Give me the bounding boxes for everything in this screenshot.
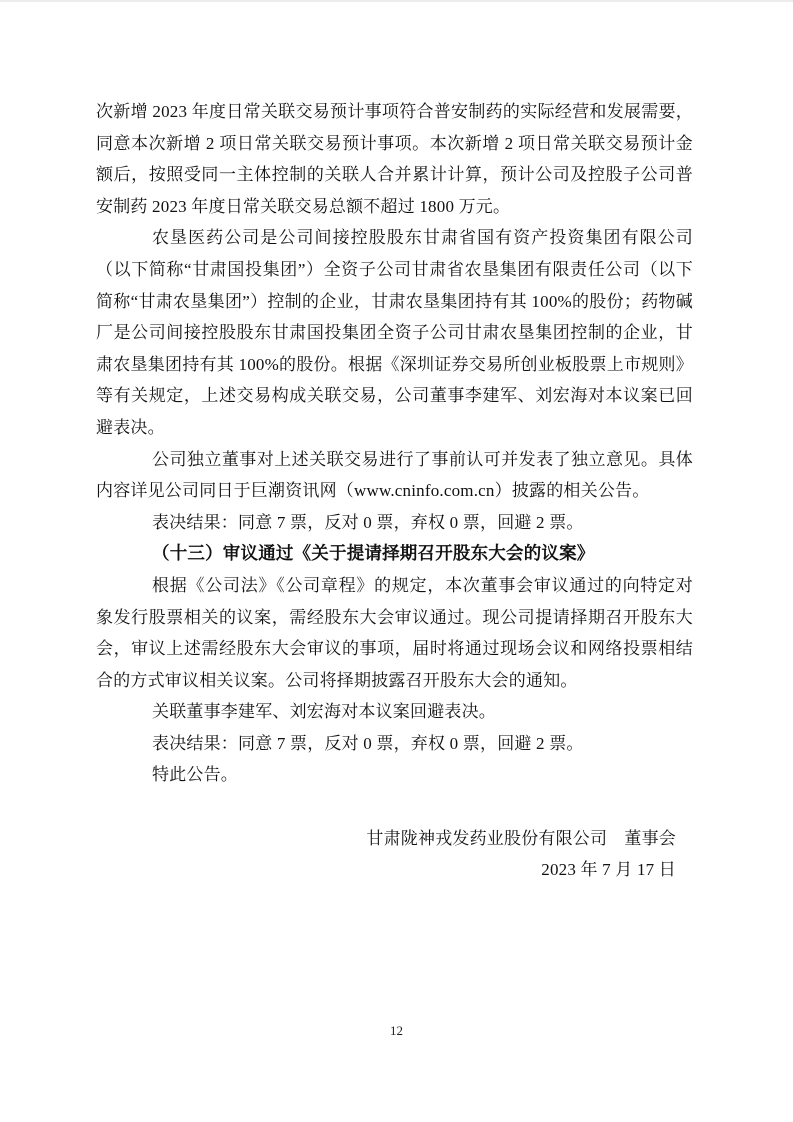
paragraph-nongken-relationship: 农垦医药公司是公司间接控股股东甘肃省国有资产投资集团有限公司（以下简称“甘肃国投集团”）全资子公司甘肃省农垦集团有限责任公司（以下简称“甘肃农垦集团”）控制的企业，甘肃农垦集团持有其 100%的股份；药物碱厂是公司间接控股股东甘肃国投集团全资子公司甘肃农垦集团控制的企业，甘肃农垦集团持有其 100%的股份。根据《深圳证券交易所创业板股票上市规则》等有关规定，上述交易构成关联交易，公司董事李建军、刘宏海对本议案已回避表决。 bbox=[96, 228, 693, 437]
closing-note: 特此公告。 bbox=[152, 765, 238, 785]
section-13-heading: （十三）审议通过《关于提请择期召开股东大会的议案》 bbox=[152, 543, 595, 564]
paragraph-shareholder-meeting-postponed: 根据《公司法》《公司章程》的规定，本次董事会审议通过的向特定对象发行股票相关的议案，需经股东大会审议通过。现公司提请择期召开股东大会，审议上述需经股东大会审议的事项，届时将通过现场会议和网络投票相结合的方式审议相关议案。公司将择期披露召开股东大会的通知。 bbox=[96, 575, 693, 690]
paragraph-related-directors-abstain: 关联董事李建军、刘宏海对本议案回避表决。 bbox=[152, 702, 496, 722]
vote-result-item12: 表决结果：同意 7 票，反对 0 票，弃权 0 票，回避 2 票。 bbox=[152, 512, 584, 532]
paragraph-related-transaction-estimate: 次新增 2023 年度日常关联交易预计事项符合普安制药的实际经营和发展需要，同意本次新增 2 项日常关联交易预计事项。本次新增 2 项日常关联交易预计金额后，按照受同一主体控制的关联人合并累计计算，预计公司及控股子公司普安制药 2023 年度日常关联交易总额不超过 1800 万元。 bbox=[96, 102, 693, 216]
vote-result-item13: 表决结果：同意 7 票，反对 0 票，弃权 0 票，回避 2 票。 bbox=[152, 733, 584, 753]
page-number: 12 bbox=[390, 1023, 403, 1038]
signature-company-line: 甘肃陇神戎发药业股份有限公司 董事会 bbox=[366, 828, 676, 848]
signature-date-line: 2023 年 7 月 17 日 bbox=[541, 860, 676, 880]
signature-block bbox=[96, 823, 693, 886]
document-body bbox=[96, 96, 693, 886]
paragraph-independent-directors-opinion: 公司独立董事对上述关联交易进行了事前认可并发表了独立意见。具体内容详见公司同日于巨潮资讯网（www.cninfo.com.cn）披露的相关公告。 bbox=[96, 449, 693, 501]
page-top-edge-divider bbox=[0, 0, 793, 2]
